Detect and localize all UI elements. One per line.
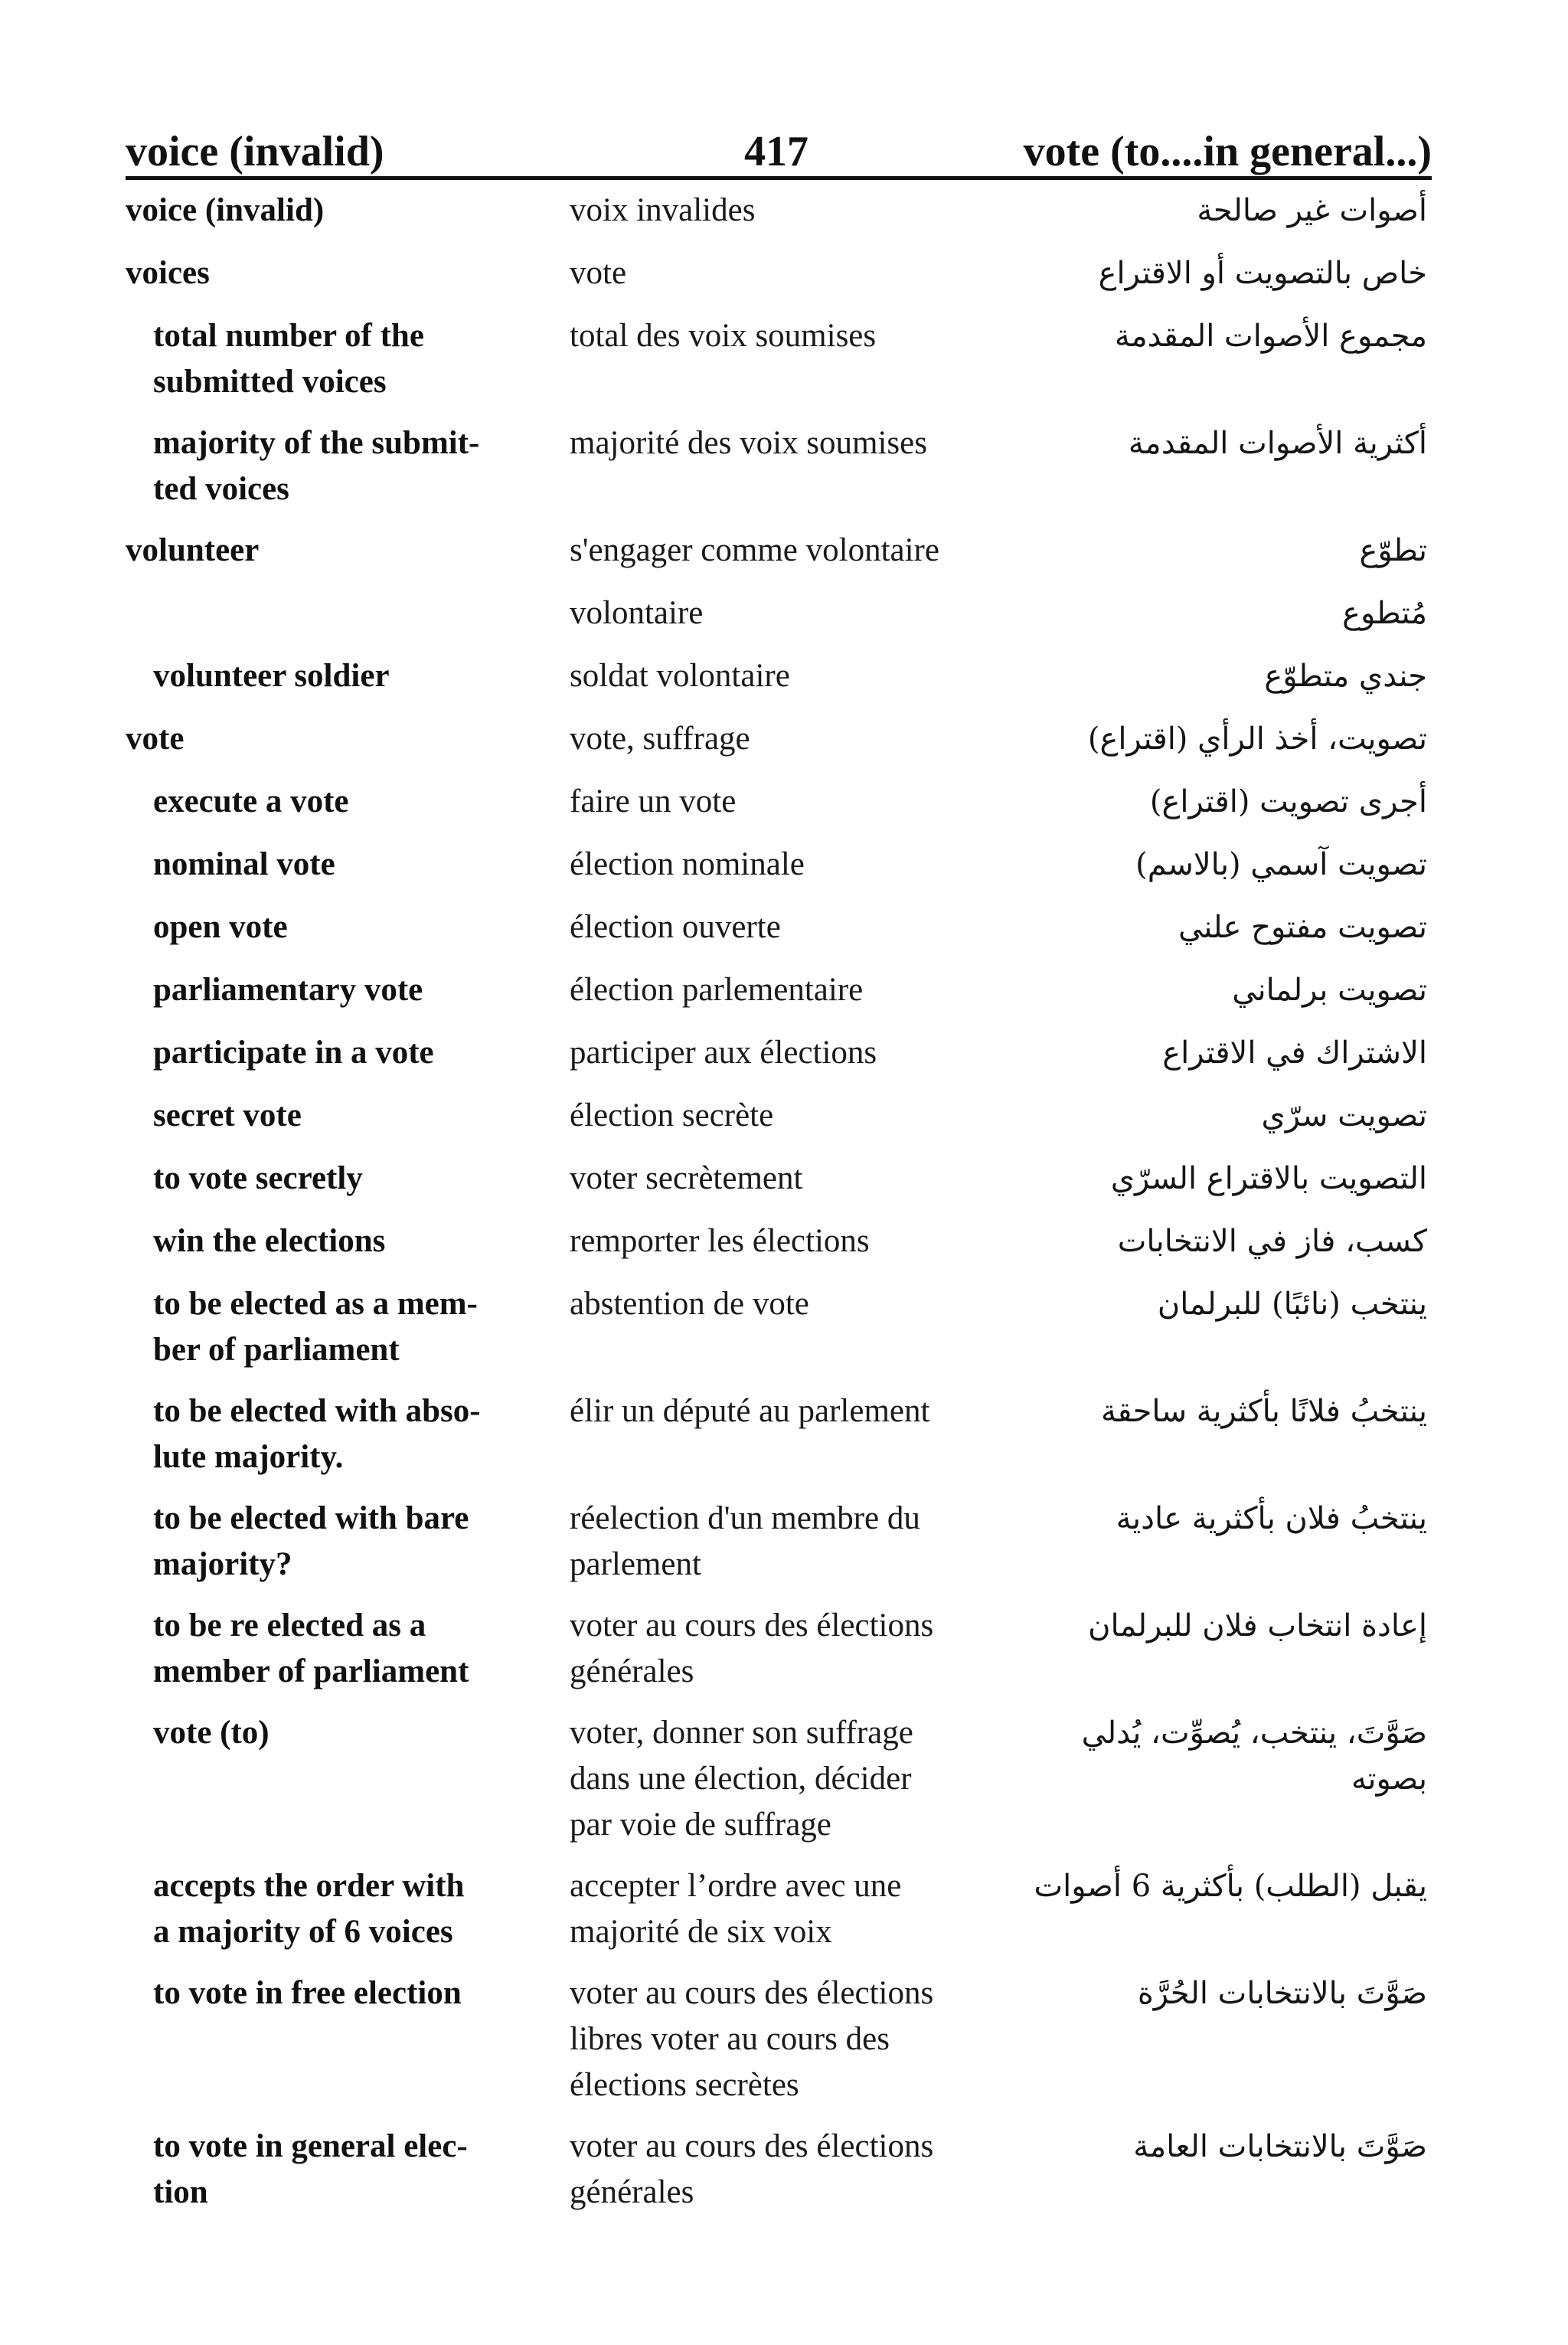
entry-french-term: voter secrètement [570,1160,803,1196]
entry-french-cell [570,1156,1006,1202]
entry-french-cell [570,2124,1006,2216]
entry-english-cell [126,1093,570,1139]
entry-french-term: total des voix soumises [570,318,877,354]
entry-arabic-term: جندي متطوّع [1264,659,1427,694]
entry-english-cell [126,1603,570,1695]
entry-french-term: voter, donner son suffrage dans une élection, décider par voie de suffrage [570,1715,913,1843]
entry-english-term: volunteer [126,532,260,568]
entry-english-cell [126,842,570,888]
entry-english-term: win the elections [153,1223,386,1259]
entry-english-term: participate in a vote [153,1035,434,1071]
entry-arabic-cell [1006,1863,1432,1955]
dictionary-entry [126,716,1432,762]
entry-french-cell [570,590,1006,636]
dictionary-entry [126,1863,1432,1955]
entry-french-cell [570,716,1006,762]
entry-english-cell [126,528,570,574]
dictionary-entry [126,1710,1432,1848]
entry-english-term: accepts the order with a majority of 6 voices [153,1868,465,1950]
dictionary-entry [126,1496,1432,1588]
entry-english-term: to vote in general elec- tion [153,2128,468,2210]
entry-arabic-term: ينتخب (نائبًا) للبرلمان [1157,1287,1427,1322]
entry-french-cell [570,1710,1006,1848]
dictionary-entry [126,1093,1432,1139]
entry-english-term: volunteer soldier [153,658,390,694]
entry-french-cell [570,250,1006,296]
dictionary-entry [126,967,1432,1013]
entry-french-cell [570,420,1006,512]
dictionary-entry [126,2124,1432,2216]
entry-french-term: voter au cours des élections générales [570,2128,934,2210]
entry-french-term: majorité des voix soumises [570,425,927,461]
entry-arabic-cell [1006,590,1432,636]
entry-arabic-cell [1006,1030,1432,1076]
entry-french-cell [570,904,1006,950]
entry-arabic-cell [1006,716,1432,762]
entry-english-term: secret vote [153,1097,302,1133]
dictionary-entry [126,1156,1432,1202]
entry-english-cell [126,967,570,1013]
entry-arabic-term: أصوات غير صالحة [1197,193,1427,228]
entry-english-cell [126,1030,570,1076]
entry-arabic-term: تصويت، أخذ الرأي (اقتراع) [1087,721,1427,757]
entry-english-cell [126,904,570,950]
entry-arabic-cell [1006,188,1432,234]
entry-arabic-term: صَوَّتَ بالانتخابات العامة [1133,2129,1427,2164]
entry-arabic-cell [1006,653,1432,699]
dictionary-entry [126,1603,1432,1695]
dictionary-entry [126,1281,1432,1373]
entry-french-cell [570,1281,1006,1373]
entry-arabic-cell [1006,904,1432,950]
entry-french-cell [570,779,1006,825]
entry-french-term: remporter les élections [570,1223,870,1259]
entry-arabic-term: صَوَّتَ بالانتخابات الحُرَّة [1137,1976,1427,2011]
dictionary-entry [126,1971,1432,2108]
entry-english-term: execute a vote [153,783,349,819]
entry-arabic-cell [1006,1281,1432,1373]
entry-english-cell [126,188,570,234]
entry-french-term: voter au cours des élections générales [570,1607,934,1689]
entry-english-term: to vote in free election [153,1975,462,2011]
entry-arabic-term: أكثرية الأصوات المقدمة [1128,426,1427,461]
entry-english-term: total number of the submitted voices [153,318,424,400]
dictionary-entry [126,250,1432,296]
entry-arabic-term: التصويت بالاقتراع السرّي [1110,1161,1427,1196]
entry-french-cell [570,1388,1006,1480]
entry-arabic-cell [1006,1971,1432,2108]
entry-arabic-cell [1006,420,1432,512]
entry-english-cell [126,1156,570,1202]
entry-french-cell [570,1093,1006,1139]
entry-arabic-cell [1006,1710,1432,1848]
entry-french-cell [570,842,1006,888]
entry-french-term: voix invalides [570,192,756,228]
running-head-left: voice (invalid) [126,128,384,175]
entry-english-cell [126,1218,570,1264]
running-head [126,115,1432,180]
entry-english-cell [126,590,570,636]
entry-arabic-term: تصويت آسمي (بالاسم) [1135,847,1427,882]
dictionary-entry [126,313,1432,405]
entry-english-cell [126,779,570,825]
entry-english-term: majority of the submit- ted voices [153,425,480,507]
entry-arabic-term: تصويت سرّي [1261,1098,1427,1133]
entry-french-term: soldat volontaire [570,658,790,694]
entry-french-cell [570,1863,1006,1955]
entry-french-cell [570,653,1006,699]
entry-french-cell [570,1971,1006,2108]
entry-arabic-term: تطوّع [1359,533,1427,568]
dictionary-entry [126,420,1432,512]
entry-french-term: accepter l’ordre avec une majorité de six voix [570,1868,902,1950]
entry-french-term: voter au cours des élections libres voter au cours des élections secrètes [570,1975,934,2103]
dictionary-entry [126,1218,1432,1264]
entry-english-cell [126,1710,570,1848]
entry-english-term: to vote secretly [153,1160,363,1196]
entry-english-term: parliamentary vote [153,972,423,1008]
dictionary-entry [126,528,1432,574]
entry-arabic-term: خاص بالتصويت أو الاقتراع [1098,256,1427,291]
entry-english-term: to be elected as a mem- ber of parliament [153,1286,478,1368]
entry-french-term: élection secrète [570,1097,774,1133]
entry-arabic-term: مُتطوع [1342,596,1427,631]
running-head-right: vote (to....in general...) [1023,128,1432,175]
entry-french-cell [570,1603,1006,1695]
dictionary-entry [126,590,1432,636]
entry-arabic-cell [1006,842,1432,888]
dictionary-entry [126,779,1432,825]
entry-english-cell [126,1863,570,1955]
dictionary-entry [126,1388,1432,1480]
entry-english-cell [126,1496,570,1588]
entry-arabic-cell [1006,1156,1432,1202]
entry-french-term: élection parlementaire [570,972,864,1008]
entry-arabic-cell [1006,2124,1432,2216]
entry-arabic-term: تصويت مفتوح علني [1178,910,1427,945]
entry-english-term: to be re elected as a member of parliament [153,1607,469,1689]
entry-english-cell [126,2124,570,2216]
entry-arabic-cell [1006,1603,1432,1695]
entry-french-cell [570,1496,1006,1588]
entry-french-term: réelection d'un membre du parlement [570,1500,920,1582]
entry-arabic-term: تصويت برلماني [1232,973,1427,1008]
entry-arabic-cell [1006,1496,1432,1588]
entry-english-cell [126,1971,570,2108]
dictionary-entry [126,653,1432,699]
entry-english-term: voice (invalid) [126,192,325,228]
entry-french-term: faire un vote [570,783,737,819]
entry-english-term: nominal vote [153,846,335,882]
entry-arabic-cell [1006,779,1432,825]
entry-arabic-term: صَوَّتَ، ينتخب، يُصوِّت، يُدلي بصوته [1081,1715,1427,1797]
dictionary-page [126,115,1432,2231]
entry-arabic-term: مجموع الأصوات المقدمة [1114,319,1427,354]
entry-english-cell [126,1388,570,1480]
entry-arabic-term: ينتخبُ فلانًا بأكثرية ساحقة [1100,1394,1427,1429]
entry-french-term: volontaire [570,595,704,631]
entry-arabic-cell [1006,1218,1432,1264]
entry-english-cell [126,653,570,699]
entry-arabic-term: يقبل (الطلب) بأكثرية 6 أصوات [1034,1869,1427,1904]
page-number: 417 [744,128,808,175]
entry-arabic-term: كسب، فاز في الانتخابات [1117,1224,1427,1259]
entry-english-cell [126,313,570,405]
entry-french-term: vote [570,255,627,291]
dictionary-entry [126,1030,1432,1076]
entry-english-term: vote (to) [153,1715,270,1751]
entry-french-cell [570,1030,1006,1076]
dictionary-entry [126,904,1432,950]
entry-french-term: abstention de vote [570,1286,809,1322]
entry-english-term: to be elected with abso- lute majority. [153,1393,481,1475]
entry-arabic-term: ينتخبُ فلان بأكثرية عادية [1116,1501,1427,1536]
entry-arabic-cell [1006,250,1432,296]
entry-english-term: to be elected with bare majority? [153,1500,469,1582]
entry-arabic-cell [1006,1093,1432,1139]
entry-french-term: élection nominale [570,846,805,882]
entry-french-cell [570,313,1006,405]
entry-list [126,188,1432,2216]
entry-arabic-term: الاشتراك في الاقتراع [1162,1035,1427,1071]
dictionary-entry [126,842,1432,888]
entry-french-cell [570,188,1006,234]
entry-french-cell [570,1218,1006,1264]
entry-french-term: vote, suffrage [570,721,750,757]
entry-french-term: s'engager comme volontaire [570,532,939,568]
entry-french-cell [570,528,1006,574]
entry-french-cell [570,967,1006,1013]
entry-arabic-term: إعادة انتخاب فلان للبرلمان [1088,1608,1427,1643]
entry-arabic-term: أجرى تصويت (اقتراع) [1149,784,1427,819]
entry-arabic-cell [1006,967,1432,1013]
dictionary-entry [126,188,1432,234]
entry-arabic-cell [1006,1388,1432,1480]
entry-english-term: open vote [153,909,288,945]
entry-english-term: voices [126,255,210,291]
entry-english-cell [126,1281,570,1373]
entry-english-cell [126,420,570,512]
entry-english-cell [126,250,570,296]
entry-french-term: élection ouverte [570,909,781,945]
entry-arabic-cell [1006,313,1432,405]
entry-english-cell [126,716,570,762]
entry-french-term: élir un député au parlement [570,1393,930,1429]
entry-french-term: participer aux élections [570,1035,877,1071]
entry-english-term: vote [126,721,185,757]
entry-arabic-cell [1006,528,1432,574]
